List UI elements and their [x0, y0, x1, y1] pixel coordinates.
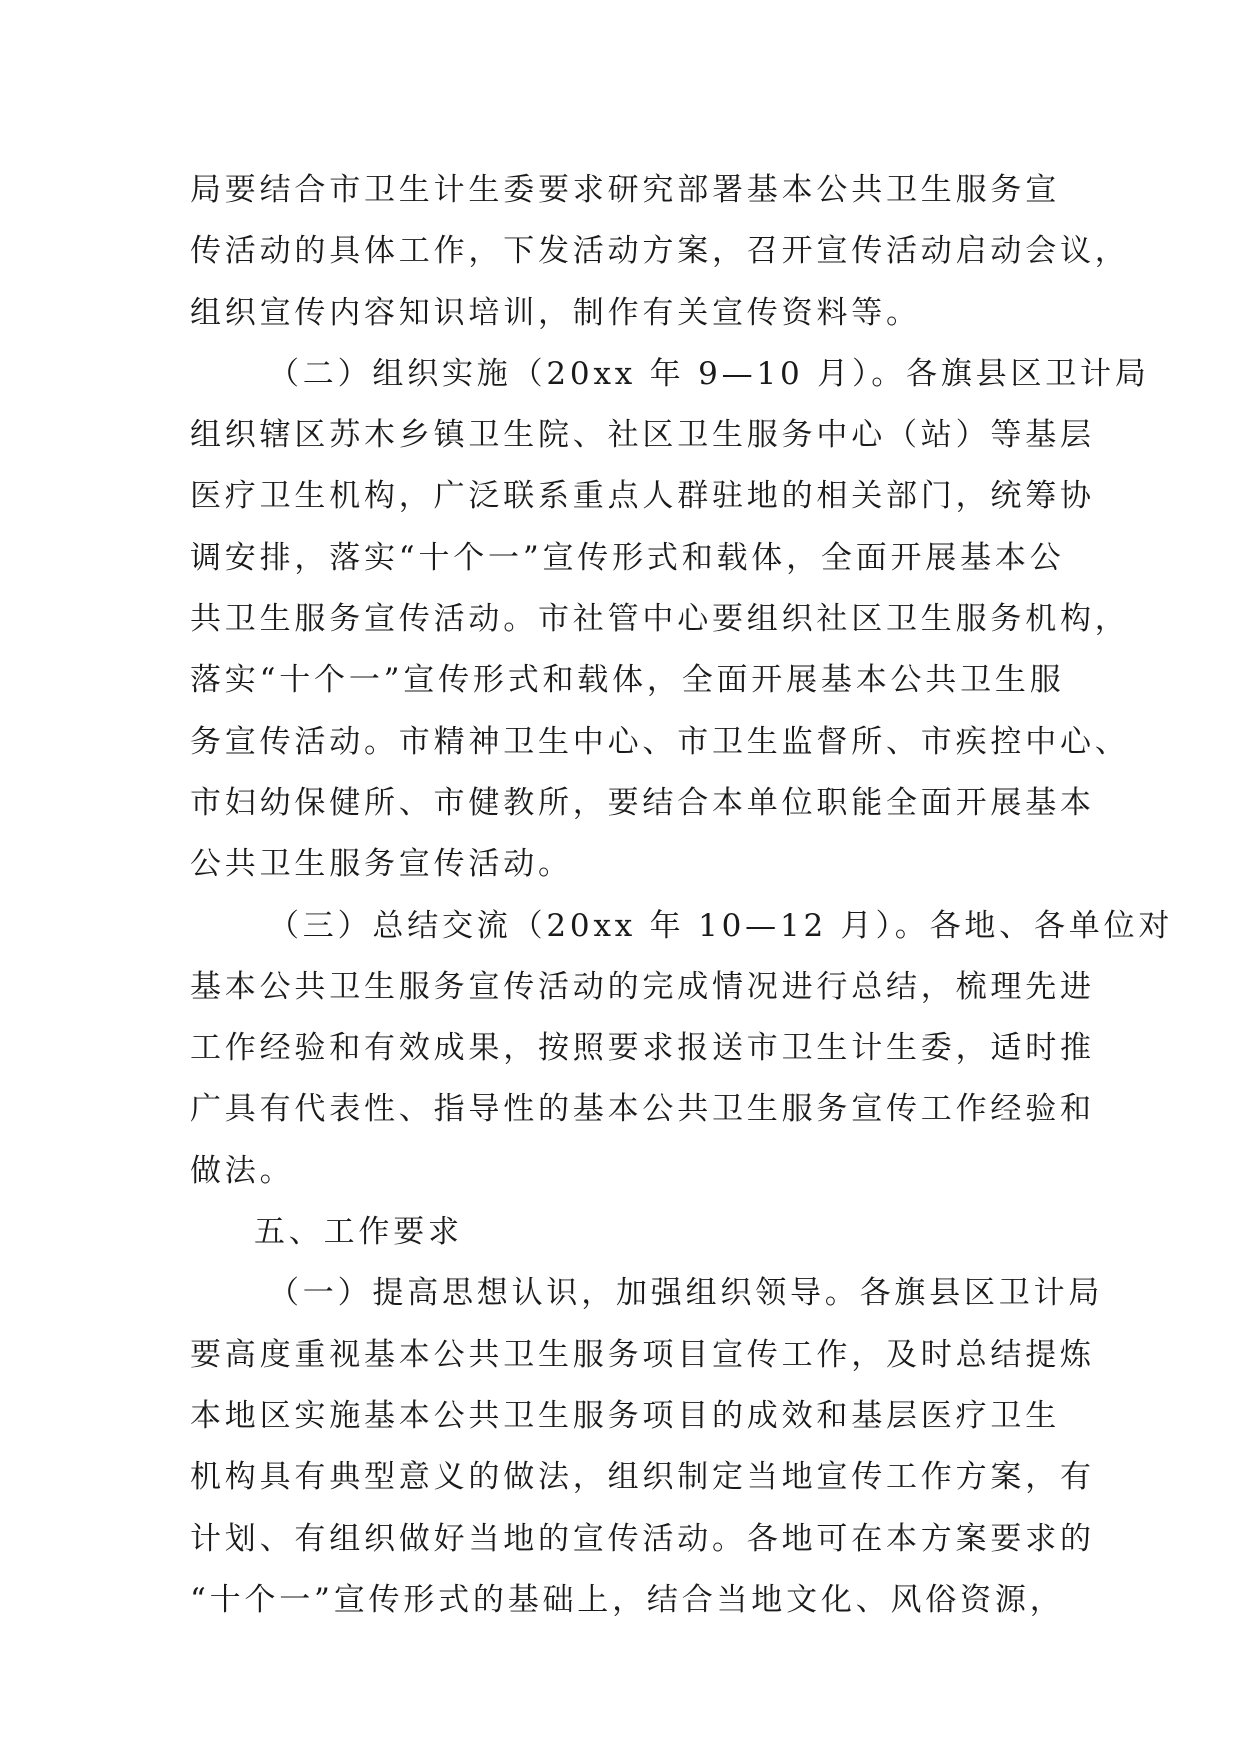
paragraph-line: 本地区实施基本公共卫生服务项目的成效和基层医疗卫生 — [190, 1397, 1060, 1434]
paragraph-line: 务宣传活动。市精神卫生中心、市卫生监督所、市疾控中心、 — [190, 723, 1130, 760]
paragraph-line: 公共卫生服务宣传活动。 — [190, 846, 573, 883]
paragraph-line: 调安排，落实“十个一”宣传形式和载体，全面开展基本公 — [190, 539, 1065, 576]
paragraph-line: 医疗卫生机构，广泛联系重点人群驻地的相关部门，统筹协 — [190, 478, 1095, 515]
paragraph-line: 机构具有典型意义的做法，组织制定当地宣传工作方案，有 — [190, 1459, 1095, 1496]
paragraph-line: 组织宣传内容知识培训，制作有关宣传资料等。 — [190, 294, 921, 331]
paragraph-line: 传活动的具体工作，下发活动方案，召开宣传活动启动会议， — [190, 233, 1130, 270]
paragraph-line: 共卫生服务宣传活动。市社管中心要组织社区卫生服务机构， — [190, 601, 1130, 638]
paragraph-line: （二）组织实施（20xx 年 9—10 月）。各旗县区卫计局 — [268, 355, 1150, 392]
paragraph-line: （一）提高思想认识，加强组织领导。各旗县区卫计局 — [268, 1275, 1104, 1312]
paragraph-line: 落实“十个一”宣传形式和载体，全面开展基本公共卫生服 — [190, 662, 1065, 699]
section-heading: 五、工作要求 — [254, 1214, 463, 1251]
paragraph-line: 计划、有组织做好当地的宣传活动。各地可在本方案要求的 — [190, 1520, 1095, 1557]
paragraph-line: （三）总结交流（20xx 年 10—12 月）。各地、各单位对 — [268, 907, 1174, 944]
paragraph-line: 组织辖区苏木乡镇卫生院、社区卫生服务中心（站）等基层 — [190, 417, 1095, 454]
paragraph-line: 基本公共卫生服务宣传活动的完成情况进行总结，梳理先进 — [190, 968, 1095, 1005]
paragraph-line: 工作经验和有效成果，按照要求报送市卫生计生委，适时推 — [190, 1030, 1095, 1067]
paragraph-line: 广具有代表性、指导性的基本公共卫生服务宣传工作经验和 — [190, 1091, 1095, 1128]
paragraph-line: 局要结合市卫生计生委要求研究部署基本公共卫生服务宣 — [190, 172, 1060, 208]
paragraph-line: 做法。 — [190, 1152, 295, 1189]
paragraph-line: 要高度重视基本公共卫生服务项目宣传工作，及时总结提炼 — [190, 1336, 1095, 1373]
paragraph-line: 市妇幼保健所、市健教所，要结合本单位职能全面开展基本 — [190, 784, 1095, 821]
paragraph-line: “十个一”宣传形式的基础上，结合当地文化、风俗资源， — [190, 1581, 1065, 1618]
document-body — [190, 160, 1174, 1631]
